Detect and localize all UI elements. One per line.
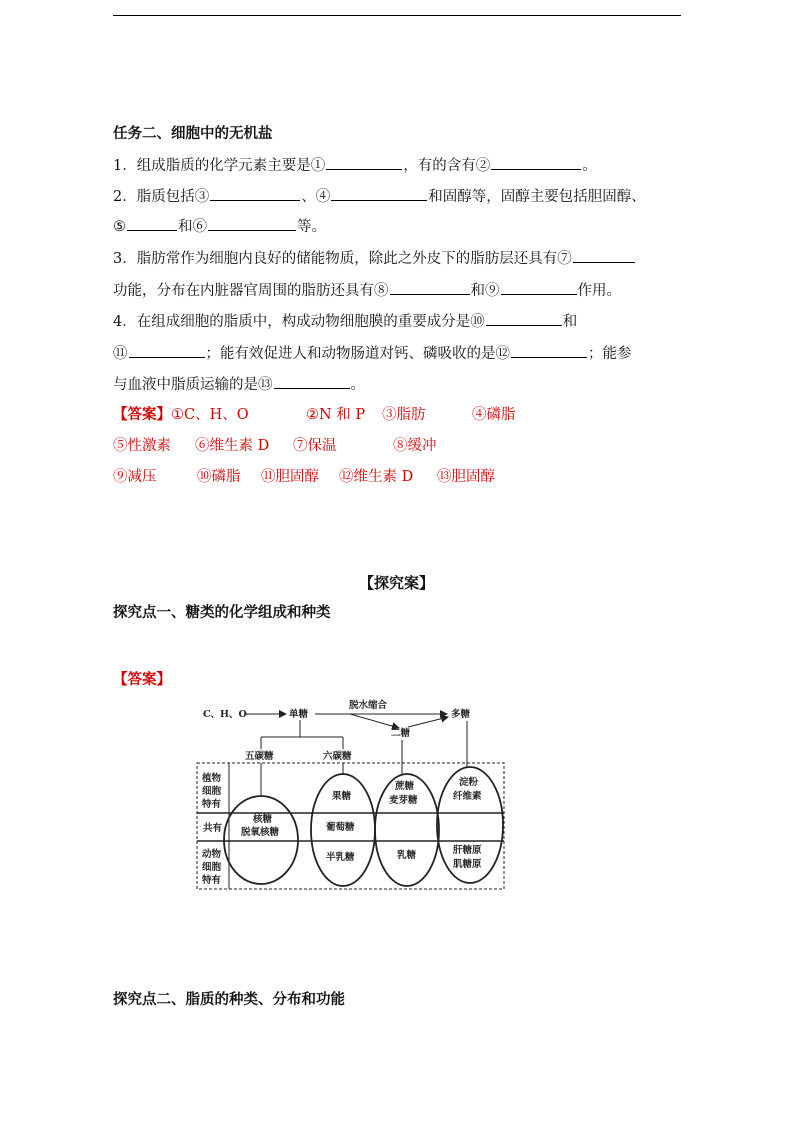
answers-row-2 bbox=[113, 436, 437, 456]
blank-12[interactable] bbox=[511, 343, 587, 358]
blank-4[interactable] bbox=[331, 186, 427, 201]
blank-13[interactable] bbox=[274, 374, 350, 389]
galactose: 半乳糖 bbox=[326, 852, 355, 863]
arrow-to-di bbox=[350, 714, 399, 728]
q2-text-b: 、④ bbox=[301, 189, 331, 205]
liver-glycogen: 肝糖原 bbox=[453, 845, 482, 856]
header-rule bbox=[113, 15, 681, 16]
question-4-line-3 bbox=[113, 374, 365, 395]
blank-7[interactable] bbox=[573, 248, 635, 263]
blank-8[interactable] bbox=[390, 280, 470, 295]
muscle-glycogen: 肌糖原 bbox=[453, 859, 482, 870]
question-2-line-1 bbox=[113, 186, 646, 207]
answer-3: ③脂肪 bbox=[382, 407, 426, 423]
starch: 淀粉 bbox=[459, 777, 479, 788]
pentose-label: 五碳糖 bbox=[245, 751, 274, 762]
q2-text-e: 和⑥ bbox=[178, 219, 207, 235]
ellipse-pentose bbox=[224, 796, 298, 884]
blank-9[interactable] bbox=[501, 280, 577, 295]
answer-label: 【答案】 bbox=[113, 406, 171, 423]
blank-10[interactable] bbox=[486, 311, 562, 326]
row-common: 共有 bbox=[203, 823, 223, 834]
explore-title: 【探究案】 bbox=[358, 574, 434, 592]
answer-13: ⑬胆固醇 bbox=[437, 469, 495, 485]
q4-text-d: ；能有效促进人和动物肠道对钙、磷吸收的是⑫ bbox=[205, 346, 510, 362]
dehydration-label: 脱水缩合 bbox=[349, 700, 388, 711]
blank-6[interactable] bbox=[208, 216, 296, 231]
question-4-line-1 bbox=[113, 311, 577, 332]
row-plant-2: 细胞 bbox=[202, 786, 222, 797]
q1-text-b: ，有的含有② bbox=[403, 158, 491, 174]
row-plant-3: 特有 bbox=[202, 799, 222, 810]
q2-text-a: 2．脂质包括③ bbox=[113, 189, 210, 205]
cellulose: 纤维素 bbox=[453, 791, 482, 802]
q3-text-c: 和⑨ bbox=[470, 283, 500, 299]
answer-5: ⑤性激素 bbox=[113, 438, 171, 454]
answer-11: ⑪胆固醇 bbox=[261, 469, 319, 485]
explore-point-2: 探究点二、脂质的种类、分布和功能 bbox=[113, 991, 345, 1008]
answer-2: ②N 和 P bbox=[306, 407, 366, 423]
arrow-di-to-poly bbox=[408, 717, 448, 727]
blank-11[interactable] bbox=[129, 343, 205, 358]
answer-1: ①C、H、O bbox=[171, 407, 249, 423]
answer-4: ④磷脂 bbox=[472, 407, 516, 423]
ribose: 核糖 bbox=[253, 814, 273, 825]
q4-text-b: 和 bbox=[562, 314, 578, 330]
maltose: 麦芽糖 bbox=[389, 795, 418, 806]
q4-text-f: 与血液中脂质运输的是⑬ bbox=[113, 377, 273, 393]
answer-7: ⑦保温 bbox=[293, 438, 337, 454]
mono-label: 单糖 bbox=[289, 709, 309, 720]
answers-row-3 bbox=[113, 467, 495, 487]
q1-text-c: 。 bbox=[582, 158, 597, 174]
q4-text-e: ；能参 bbox=[588, 346, 632, 362]
q3-text-a: 3．脂肪常作为细胞内良好的储能物质，除此之外皮下的脂肪层还具有⑦ bbox=[113, 251, 572, 267]
question-4-line-2 bbox=[113, 343, 632, 364]
poly-label: 多糖 bbox=[451, 709, 471, 720]
q2-text-f: 等。 bbox=[297, 219, 326, 235]
elements-label: C、H、O bbox=[203, 709, 247, 720]
fructose: 果糖 bbox=[332, 791, 352, 802]
answer-9: ⑨减压 bbox=[113, 469, 157, 485]
question-3-line-1 bbox=[113, 248, 636, 269]
explore-point-1: 探究点一、糖类的化学组成和种类 bbox=[113, 604, 331, 621]
question-2-line-2 bbox=[113, 216, 326, 237]
explore-answer-label: 【答案】 bbox=[113, 671, 171, 688]
row-animal-2: 细胞 bbox=[202, 862, 222, 873]
answer-10: ⑩磷脂 bbox=[197, 469, 241, 485]
sucrose: 蔗糖 bbox=[395, 781, 415, 792]
blank-2[interactable] bbox=[491, 155, 581, 170]
glucose: 葡萄糖 bbox=[326, 822, 355, 833]
q1-text-a: 1．组成脂质的化学元素主要是① bbox=[113, 158, 326, 174]
q3-text-b: 功能，分布在内脏器官周围的脂肪还具有⑧ bbox=[113, 283, 389, 299]
blank-5[interactable] bbox=[127, 216, 177, 231]
lactose: 乳糖 bbox=[397, 850, 417, 861]
row-animal-3: 特有 bbox=[202, 875, 222, 886]
hexose-label: 六碳糖 bbox=[323, 751, 352, 762]
question-1 bbox=[113, 155, 597, 176]
di-label: 二糖 bbox=[391, 728, 411, 739]
answer-6: ⑥维生素 D bbox=[195, 438, 270, 454]
answer-8: ⑧缓冲 bbox=[393, 438, 437, 454]
q3-text-d: 作用。 bbox=[577, 283, 621, 299]
blank-1[interactable] bbox=[326, 155, 402, 170]
row-animal-1: 动物 bbox=[202, 849, 222, 860]
q4-text-g: 。 bbox=[350, 377, 365, 393]
row-plant-1: 植物 bbox=[202, 773, 222, 784]
q4-text-c: ⑪ bbox=[113, 346, 128, 362]
carbohydrate-diagram bbox=[195, 697, 525, 892]
answers-row-1 bbox=[113, 405, 516, 425]
q2-text-d: ⑤ bbox=[113, 219, 126, 235]
blank-3[interactable] bbox=[210, 186, 300, 201]
q4-text-a: 4．在组成细胞的脂质中，构成动物细胞膜的重要成分是⑩ bbox=[113, 314, 485, 330]
deoxyribose: 脱氧核糖 bbox=[241, 827, 280, 838]
task2-title: 任务二、细胞中的无机盐 bbox=[113, 125, 273, 142]
q2-text-c: 和固醇等，固醇主要包括胆固醇、 bbox=[428, 189, 646, 205]
question-3-line-2 bbox=[113, 280, 621, 301]
answer-12: ⑫维生素 D bbox=[339, 469, 414, 485]
